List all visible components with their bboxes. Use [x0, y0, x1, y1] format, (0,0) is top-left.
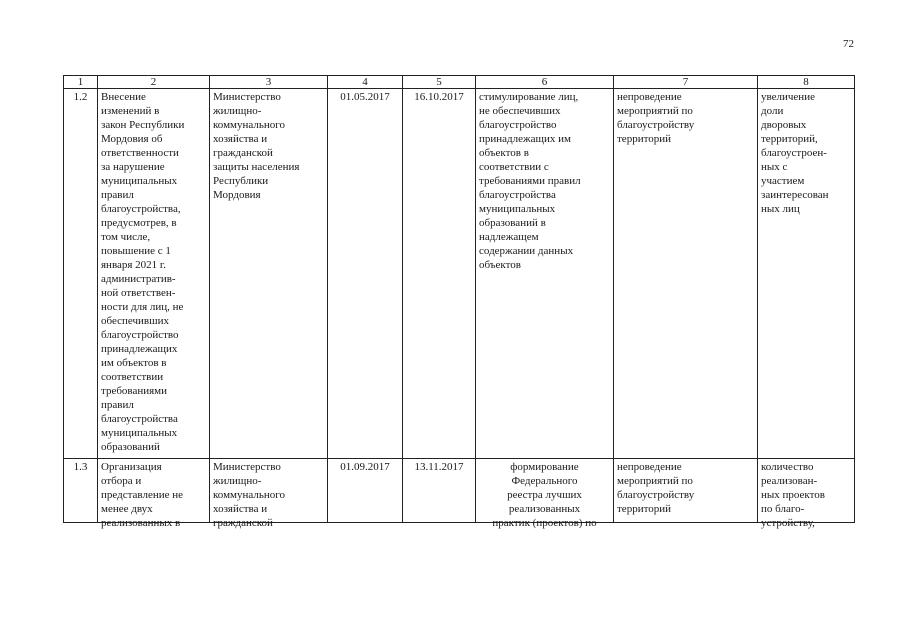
executor-cell — [210, 459, 328, 529]
page-number: 72 — [843, 38, 854, 50]
consequence-cell: непроведение мероприятий по благоустройству территорий — [614, 89, 758, 459]
row-number-cell: 1.2 — [64, 89, 98, 459]
event-text: Организация отбора и представление не менее двух реализованных в — [101, 461, 184, 529]
table-row — [64, 459, 855, 523]
start-date-cell: 01.05.2017 — [328, 89, 403, 459]
end-date-cell: 16.10.2017 — [403, 89, 476, 459]
header-cell-7: 7 — [614, 76, 758, 89]
executor-text: Министерство жилищно- коммунального хозяйства и гражданской — [213, 461, 285, 529]
measures-table — [63, 75, 855, 529]
header-cell-1: 1 — [64, 76, 98, 89]
event-cell — [98, 459, 210, 529]
indicator-cell: увеличение доли дворовых территорий, благоустроен- ных с участием заинтересован ных лиц — [758, 89, 855, 459]
result-cell: стимулирование лиц, не обеспечивших благоустройство принадлежащих им объектов в соответствии с требованиями правил благоустройства муниципальных образований в надлежащем содержании данных объектов — [476, 89, 614, 459]
header-cell-5: 5 — [403, 76, 476, 89]
end-date-text: 13.11.2017 — [414, 461, 464, 473]
indicator-text: количество реализован- ных проектов по благо- устройству, — [761, 461, 825, 529]
table-row — [64, 89, 855, 459]
consequence-text: непроведение мероприятий по благоустройству территорий — [617, 461, 695, 515]
row-number-text: 1.3 — [73, 461, 88, 473]
start-date-text: 01.09.2017 — [340, 461, 390, 473]
header-cell-4: 4 — [328, 76, 403, 89]
start-date-cell — [328, 459, 403, 523]
header-cell-3: 3 — [210, 76, 328, 89]
table-header-row — [64, 76, 855, 89]
event-cell: Внесение изменений в закон Республики Мордовия об ответственности за нарушение муниципальных правил благоустройства, предусмотрев, в том числе, повышение с 1 января 2021 г. административ- ной ответствен- ности для лиц, не обеспечивших благоустройство принадлежащих им объектов в соответствии требованиями правил благоустройства муниципальных образований — [98, 89, 210, 459]
end-date-cell — [403, 459, 476, 523]
result-cell — [476, 459, 614, 529]
header-cell-8: 8 — [758, 76, 855, 89]
executor-cell: Министерство жилищно- коммунального хозяйства и гражданской защиты населения Республики Мордовия — [210, 89, 328, 459]
header-cell-2: 2 — [98, 76, 210, 89]
indicator-cell — [758, 459, 855, 529]
consequence-cell — [614, 459, 758, 523]
result-text: формирование Федерального реестра лучших реализованных практик (проектов) по — [492, 461, 597, 529]
row-number-cell — [64, 459, 98, 523]
header-cell-6: 6 — [476, 76, 614, 89]
